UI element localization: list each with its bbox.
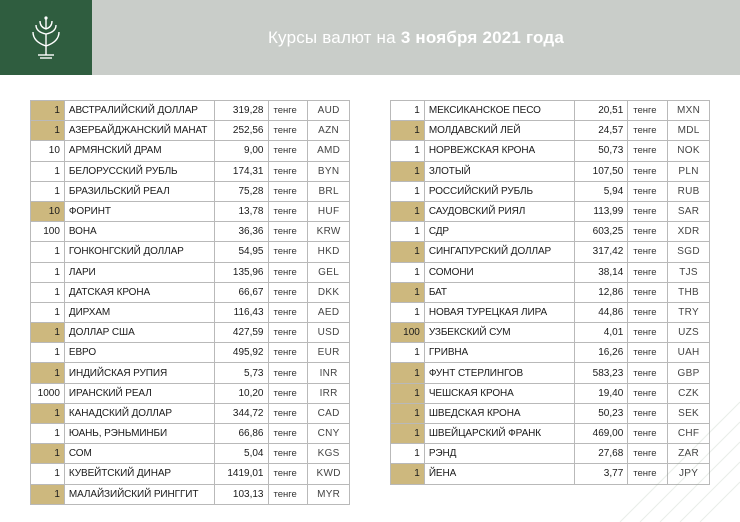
currency-code: UZS [668,323,710,343]
currency-quantity: 1 [31,464,65,484]
currency-name: ЕВРО [64,343,214,363]
currency-code: GEL [308,262,350,282]
table-row [31,222,350,242]
currency-rate: 10,20 [214,383,268,403]
table-row [391,222,710,242]
currency-rate: 495,92 [214,343,268,363]
currency-name: ДОЛЛАР США [64,323,214,343]
currency-rate: 103,13 [214,484,268,504]
currency-name: АРМЯНСКИЙ ДРАМ [64,141,214,161]
currency-quantity: 1 [31,181,65,201]
currency-code: CHF [668,424,710,444]
currency-quantity: 1 [31,161,65,181]
currency-quantity: 1 [391,302,425,322]
currency-unit: тенге [628,161,668,181]
currency-unit: тенге [268,161,308,181]
currency-rate: 5,04 [214,444,268,464]
currency-code: INR [308,363,350,383]
currency-rate: 27,68 [574,444,628,464]
currency-unit: тенге [268,302,308,322]
currency-quantity: 1 [31,484,65,504]
currency-rate: 66,67 [214,282,268,302]
currency-quantity: 1 [391,403,425,423]
currency-quantity: 1 [31,242,65,262]
currency-unit: тенге [628,282,668,302]
currency-quantity: 10 [31,201,65,221]
currency-rate: 135,96 [214,262,268,282]
currency-name: СОМ [64,444,214,464]
table-row [391,302,710,322]
currency-name: СДР [424,222,574,242]
currency-quantity: 1 [391,383,425,403]
currency-quantity: 1 [31,282,65,302]
currency-quantity: 1 [31,403,65,423]
currency-name: ШВЕЙЦАРСКИЙ ФРАНК [424,424,574,444]
currency-unit: тенге [628,201,668,221]
currency-code: KRW [308,222,350,242]
currency-rate: 12,86 [574,282,628,302]
currency-rate: 603,25 [574,222,628,242]
currency-unit: тенге [268,363,308,383]
currency-quantity: 1 [31,444,65,464]
currency-unit: тенге [628,121,668,141]
currency-code: EUR [308,343,350,363]
table-row [391,242,710,262]
currency-rate: 20,51 [574,101,628,121]
currency-quantity: 1 [391,201,425,221]
currency-unit: тенге [268,121,308,141]
table-row [391,424,710,444]
table-row [391,201,710,221]
table-row [391,343,710,363]
table-row [31,282,350,302]
currency-code: AMD [308,141,350,161]
currency-quantity: 1 [391,141,425,161]
table-row [31,383,350,403]
currency-unit: тенге [268,343,308,363]
currency-name: ФОРИНТ [64,201,214,221]
currency-rate: 19,40 [574,383,628,403]
currency-rate: 24,57 [574,121,628,141]
currency-name: ШВЕДСКАЯ КРОНА [424,403,574,423]
table-row [31,464,350,484]
currency-code: SGD [668,242,710,262]
page-title [92,0,740,75]
currency-quantity: 1 [391,181,425,201]
currency-name: РОССИЙСКИЙ РУБЛЬ [424,181,574,201]
currency-quantity: 1 [31,302,65,322]
currency-rate: 66,86 [214,424,268,444]
table-row [31,181,350,201]
currency-code: TJS [668,262,710,282]
currency-code: CAD [308,403,350,423]
currency-name: ЮАНЬ, РЭНЬМИНБИ [64,424,214,444]
currency-rate: 54,95 [214,242,268,262]
currency-rate: 116,43 [214,302,268,322]
currency-rate: 75,28 [214,181,268,201]
currency-unit: тенге [628,363,668,383]
currency-rate: 583,23 [574,363,628,383]
currency-code: MYR [308,484,350,504]
currency-code: BRL [308,181,350,201]
table-row [31,302,350,322]
table-row [391,444,710,464]
logo-container [0,0,92,75]
page-title-prefix: Курсы валют на [267,27,396,47]
currency-rate: 344,72 [214,403,268,423]
table-row [31,121,350,141]
currency-unit: тенге [628,323,668,343]
currency-unit: тенге [268,222,308,242]
currency-code: MXN [668,101,710,121]
currency-quantity: 1 [391,101,425,121]
table-row [31,101,350,121]
table-row [391,403,710,423]
currency-quantity: 1 [391,363,425,383]
currency-unit: тенге [628,302,668,322]
currency-code: USD [308,323,350,343]
currency-rate: 252,56 [214,121,268,141]
currency-rate: 5,73 [214,363,268,383]
currency-unit: тенге [268,201,308,221]
currency-name: САУДОВСКИЙ РИЯЛ [424,201,574,221]
currency-quantity: 1 [391,262,425,282]
currency-quantity: 1 [31,121,65,141]
currency-quantity: 1 [31,343,65,363]
currency-quantity: 1000 [31,383,65,403]
currency-code: UAH [668,343,710,363]
currency-name: АВСТРАЛИЙСКИЙ ДОЛЛАР [64,101,214,121]
currency-name: ИНДИЙСКАЯ РУПИЯ [64,363,214,383]
currency-rate: 50,73 [574,141,628,161]
currency-name: ГРИВНА [424,343,574,363]
currency-rate: 5,94 [574,181,628,201]
currency-code: KGS [308,444,350,464]
currency-code: THB [668,282,710,302]
left-column [30,100,350,505]
table-row [391,383,710,403]
currency-quantity: 1 [31,363,65,383]
currency-unit: тенге [628,403,668,423]
currency-code: JPY [668,464,710,484]
table-row [31,262,350,282]
currency-unit: тенге [268,262,308,282]
currency-name: МЕКСИКАНСКОЕ ПЕСО [424,101,574,121]
currency-rate: 16,26 [574,343,628,363]
currency-rate: 319,28 [214,101,268,121]
currency-name: БАТ [424,282,574,302]
table-row [31,343,350,363]
currency-code: NOK [668,141,710,161]
currency-name: ДАТСКАЯ КРОНА [64,282,214,302]
currency-name: ЧЕШСКАЯ КРОНА [424,383,574,403]
currency-code: CZK [668,383,710,403]
currency-unit: тенге [628,444,668,464]
currency-name: БРАЗИЛЬСКИЙ РЕАЛ [64,181,214,201]
table-row [31,424,350,444]
currency-quantity: 1 [391,121,425,141]
currency-rate: 4,01 [574,323,628,343]
table-row [391,101,710,121]
currency-rate: 1419,01 [214,464,268,484]
currency-quantity: 1 [391,222,425,242]
currency-code: KWD [308,464,350,484]
currency-unit: тенге [268,403,308,423]
table-row [31,363,350,383]
currency-name: РЭНД [424,444,574,464]
currency-name: ИРАНСКИЙ РЕАЛ [64,383,214,403]
currency-quantity: 1 [391,343,425,363]
currency-code: MDL [668,121,710,141]
currency-rate: 427,59 [214,323,268,343]
currency-name: МАЛАЙЗИЙСКИЙ РИНГГИТ [64,484,214,504]
currency-quantity: 1 [31,424,65,444]
table-row [31,323,350,343]
currency-unit: тенге [268,242,308,262]
currency-rate: 107,50 [574,161,628,181]
currency-code: RUB [668,181,710,201]
table-row [31,201,350,221]
currency-rate: 3,77 [574,464,628,484]
currency-name: КУВЕЙТСКИЙ ДИНАР [64,464,214,484]
table-row [391,282,710,302]
currency-quantity: 1 [391,242,425,262]
table-row [391,464,710,484]
currency-code: ZAR [668,444,710,464]
table-row [391,141,710,161]
table-row [31,444,350,464]
table-row [391,323,710,343]
currency-code: GBP [668,363,710,383]
currency-name: НОРВЕЖСКАЯ КРОНА [424,141,574,161]
page-header [0,0,740,75]
rates-table-left [30,100,350,505]
currency-quantity: 1 [391,424,425,444]
currency-code: AED [308,302,350,322]
currency-code: IRR [308,383,350,403]
currency-unit: тенге [628,464,668,484]
currency-code: HKD [308,242,350,262]
currency-code: AZN [308,121,350,141]
currency-unit: тенге [268,484,308,504]
currency-quantity: 100 [31,222,65,242]
currency-name: БЕЛОРУССКИЙ РУБЛЬ [64,161,214,181]
currency-name: СОМОНИ [424,262,574,282]
table-row [391,363,710,383]
table-row [391,262,710,282]
currency-code: XDR [668,222,710,242]
currency-code: SAR [668,201,710,221]
currency-name: НОВАЯ ТУРЕЦКАЯ ЛИРА [424,302,574,322]
currency-unit: тенге [628,343,668,363]
currency-quantity: 1 [31,323,65,343]
currency-quantity: 1 [391,464,425,484]
currency-unit: тенге [628,181,668,201]
currency-name: ЗЛОТЫЙ [424,161,574,181]
currency-name: ГОНКОНГСКИЙ ДОЛЛАР [64,242,214,262]
table-row [391,161,710,181]
currency-name: ВОНА [64,222,214,242]
table-row [391,181,710,201]
currency-unit: тенге [628,141,668,161]
table-row [31,403,350,423]
currency-code: AUD [308,101,350,121]
right-column [390,100,710,505]
currency-unit: тенге [628,222,668,242]
currency-unit: тенге [268,323,308,343]
currency-unit: тенге [268,464,308,484]
currency-rate: 113,99 [574,201,628,221]
currency-unit: тенге [628,424,668,444]
currency-name: АЗЕРБАЙДЖАНСКИЙ МАНАТ [64,121,214,141]
currency-name: ЛАРИ [64,262,214,282]
currency-name: ЙЕНА [424,464,574,484]
currency-unit: тенге [268,424,308,444]
currency-code: PLN [668,161,710,181]
currency-rate: 469,00 [574,424,628,444]
currency-code: TRY [668,302,710,322]
currency-rate: 9,00 [214,141,268,161]
currency-code: DKK [308,282,350,302]
currency-quantity: 10 [31,141,65,161]
table-row [391,121,710,141]
currency-rate: 174,31 [214,161,268,181]
currency-unit: тенге [628,242,668,262]
currency-code: SEK [668,403,710,423]
currency-name: СИНГАПУРСКИЙ ДОЛЛАР [424,242,574,262]
currency-code: CNY [308,424,350,444]
currency-unit: тенге [268,141,308,161]
currency-code: BYN [308,161,350,181]
currency-rate: 36,36 [214,222,268,242]
currency-unit: тенге [268,444,308,464]
currency-name: УЗБЕКСКИЙ СУМ [424,323,574,343]
currency-rate: 13,78 [214,201,268,221]
table-row [31,242,350,262]
currency-code: HUF [308,201,350,221]
page-title-date: 3 ноября 2021 года [400,27,565,47]
currency-quantity: 1 [391,282,425,302]
currency-quantity: 100 [391,323,425,343]
currency-rate: 44,86 [574,302,628,322]
currency-quantity: 1 [391,161,425,181]
currency-name: МОЛДАВСКИЙ ЛЕЙ [424,121,574,141]
currency-name: ДИРХАМ [64,302,214,322]
currency-rate: 38,14 [574,262,628,282]
rates-table-right [390,100,710,485]
currency-unit: тенге [268,181,308,201]
currency-rate: 50,23 [574,403,628,423]
currency-unit: тенге [268,282,308,302]
national-bank-emblem-icon [27,15,65,61]
currency-unit: тенге [268,383,308,403]
table-row [31,141,350,161]
currency-quantity: 1 [391,444,425,464]
table-row [31,484,350,504]
currency-unit: тенге [628,383,668,403]
table-row [31,161,350,181]
currency-name: ФУНТ СТЕРЛИНГОВ [424,363,574,383]
rates-tables [0,100,740,505]
currency-name: КАНАДСКИЙ ДОЛЛАР [64,403,214,423]
currency-rate: 317,42 [574,242,628,262]
currency-quantity: 1 [31,101,65,121]
currency-unit: тенге [268,101,308,121]
currency-unit: тенге [628,101,668,121]
currency-unit: тенге [628,262,668,282]
currency-quantity: 1 [31,262,65,282]
